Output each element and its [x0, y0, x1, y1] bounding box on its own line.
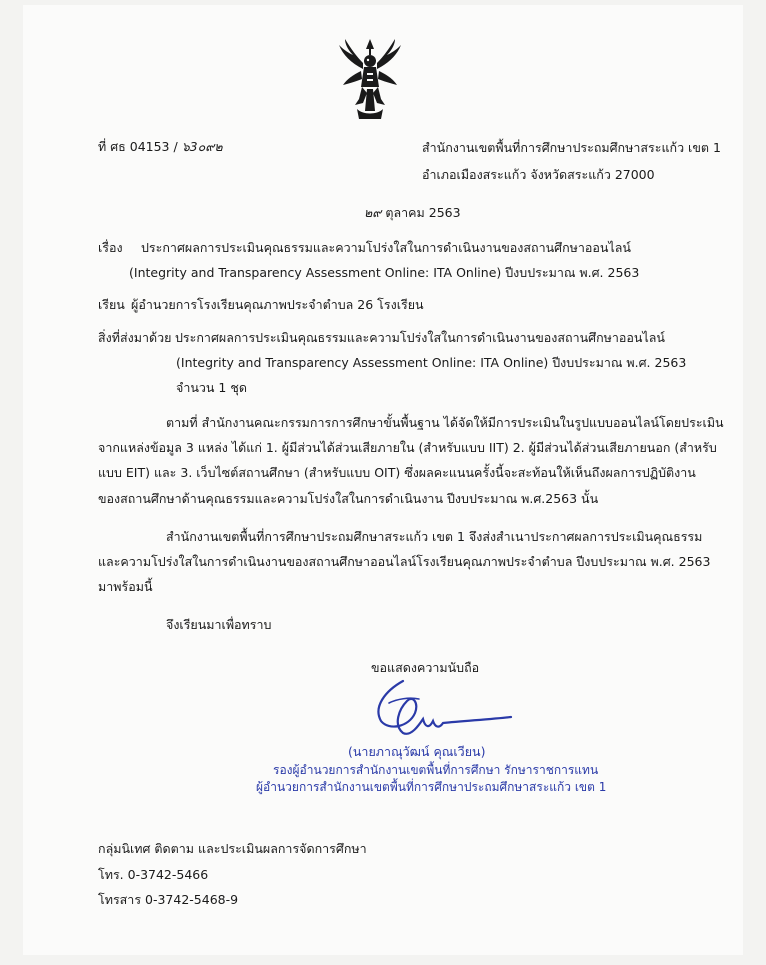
- garuda-emblem-icon: [335, 35, 405, 125]
- letter-date: [364, 205, 461, 221]
- date-day-handwritten: ๒๙: [364, 205, 382, 220]
- date-month-year: ตุลาคม 2563: [385, 205, 461, 220]
- document-number: [98, 139, 223, 155]
- body-paragraph1-line2: จากแหล่งข้อมูล 3 แหล่ง ได้แก่ 1. ผู้มีส่วนได้ส่วนเสียภายใน (สำหรับแบบ IIT) 2. ผู้มีส่วนได้ส่วนเสียภายนอก (สำหรับ: [98, 440, 717, 455]
- document-number-handwritten: ๖3๐๙๒: [181, 139, 223, 154]
- office-address-line2: อำเภอเมืองสระแก้ว จังหวัดสระแก้ว 27000: [422, 167, 655, 182]
- body-paragraph2-line1: สำนักงานเขตพื้นที่การศึกษาประถมศึกษาสระแก้ว เขต 1 จึงส่งสำเนาประกาศผลการประเมินคุณธรรม: [166, 529, 703, 544]
- recipient-label: เรียน: [98, 297, 125, 312]
- handwritten-signature: [363, 673, 523, 743]
- body-paragraph1-line4: ของสถานศึกษาด้านคุณธรรมและความโปร่งใสในการดำเนินงาน ปีงบประมาณ พ.ศ.2563 นั้น: [98, 491, 599, 506]
- body-paragraph3: จึงเรียนมาเพื่อทราบ: [166, 617, 272, 632]
- footer-phone: โทร. 0-3742-5466: [98, 867, 209, 882]
- signatory-title2: ผู้อำนวยการสำนักงานเขตพื้นที่การศึกษาประถมศึกษาสระแก้ว เขต 1: [256, 780, 607, 794]
- signatory-name: (นายภาณุวัฒน์ คุณเวียน): [348, 744, 486, 759]
- subject-line1: ประกาศผลการประเมินคุณธรรมและความโปร่งใสในการดำเนินงานของสถานศึกษาออนไลน์: [141, 240, 631, 255]
- recipient-text: ผู้อำนวยการโรงเรียนคุณภาพประจำตำบล 26 โรงเรียน: [131, 297, 424, 312]
- enclosure-line3: จำนวน 1 ชุด: [176, 380, 247, 395]
- office-address-line1: สำนักงานเขตพื้นที่การศึกษาประถมศึกษาสระแก้ว เขต 1: [422, 140, 721, 155]
- signatory-title1: รองผู้อำนวยการสำนักงานเขตพื้นที่การศึกษา รักษาราชการแทน: [273, 763, 599, 777]
- enclosure-line1: ประกาศผลการประเมินคุณธรรมและความโปร่งใสในการดำเนินงานของสถานศึกษาออนไลน์: [175, 330, 665, 345]
- subject-label: เรื่อง: [98, 240, 123, 255]
- subject-line2: (Integrity and Transparency Assessment Online: ITA Online) ปีงบประมาณ พ.ศ. 2563: [129, 265, 640, 280]
- footer-department: กลุ่มนิเทศ ติดตาม และประเมินผลการจัดการศึกษา: [98, 841, 367, 856]
- closing-salutation: ขอแสดงความนับถือ: [371, 660, 480, 675]
- body-paragraph2-line2: และความโปร่งใสในการดำเนินงานของสถานศึกษาออนไลน์โรงเรียนคุณภาพประจำตำบล ปีงบประมาณ พ.ศ. 2563: [98, 554, 711, 569]
- enclosure-line2: (Integrity and Transparency Assessment Online: ITA Online) ปีงบประมาณ พ.ศ. 2563: [176, 355, 687, 370]
- footer-fax: โทรสาร 0-3742-5468-9: [98, 892, 239, 907]
- enclosure-label: สิ่งที่ส่งมาด้วย: [98, 330, 172, 345]
- letter-page: [23, 5, 743, 955]
- document-number-prefix: ที่ ศธ 04153 /: [98, 139, 178, 154]
- body-paragraph2-line3: มาพร้อมนี้: [98, 579, 153, 594]
- body-paragraph1-line1: ตามที่ สำนักงานคณะกรรมการการศึกษาขั้นพื้นฐาน ได้จัดให้มีการประเมินในรูปแบบออนไลน์โดยประเมิน: [166, 415, 724, 430]
- body-paragraph1-line3: แบบ EIT) และ 3. เว็บไซต์สถานศึกษา (สำหรับแบบ OIT) ซึ่งผลคะแนนครั้งนี้จะสะท้อนให้เห็นถึงผลการปฏิบัติงาน: [98, 465, 696, 480]
